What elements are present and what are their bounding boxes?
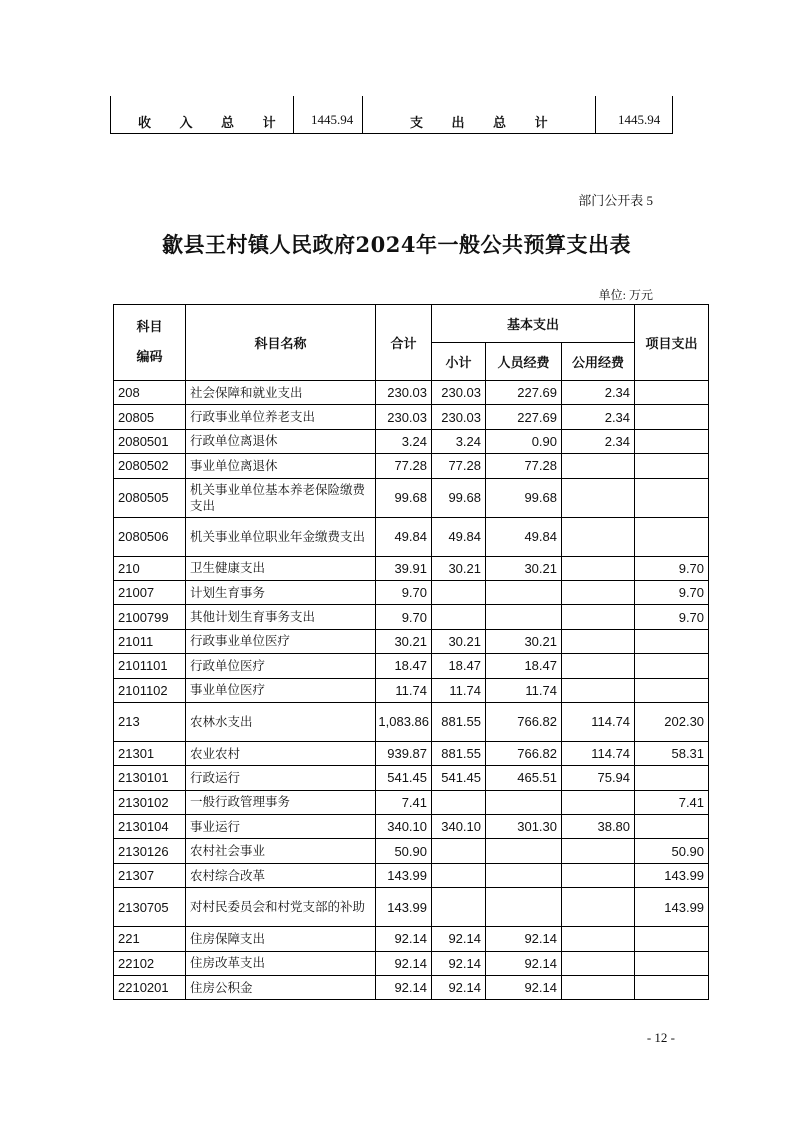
cell-total: 39.91 [376, 556, 432, 580]
cell-name: 一般行政管理事务 [186, 790, 376, 814]
cell-personnel: 92.14 [486, 927, 562, 951]
cell-public [562, 454, 635, 478]
cell-subtotal: 3.24 [432, 429, 486, 453]
cell-public [562, 556, 635, 580]
table-row [114, 815, 709, 839]
cell-public [562, 839, 635, 863]
cell-project [635, 405, 709, 429]
cell-total: 143.99 [376, 888, 432, 927]
cell-project [635, 478, 709, 517]
cell-project: 58.31 [635, 741, 709, 765]
cell-total: 92.14 [376, 976, 432, 1000]
cell-subtotal: 230.03 [432, 405, 486, 429]
expense-total-label: 支 出 总 计 [410, 116, 548, 131]
cell-personnel: 0.90 [486, 429, 562, 453]
cell-personnel [486, 839, 562, 863]
cell-name: 农村综合改革 [186, 863, 376, 887]
cell-project [635, 517, 709, 556]
cell-project: 143.99 [635, 888, 709, 927]
header-total: 合计 [376, 305, 432, 381]
cell-code: 221 [114, 927, 186, 951]
cell-public [562, 654, 635, 678]
cell-public [562, 888, 635, 927]
cell-code: 21011 [114, 629, 186, 653]
cell-personnel: 18.47 [486, 654, 562, 678]
cell-personnel: 11.74 [486, 678, 562, 702]
cell-project: 7.41 [635, 790, 709, 814]
cell-personnel: 766.82 [486, 741, 562, 765]
divider [110, 96, 111, 134]
expense-total-value: 1445.94 [618, 112, 661, 127]
cell-subtotal: 340.10 [432, 815, 486, 839]
cell-public [562, 863, 635, 887]
cell-project [635, 678, 709, 702]
cell-public: 2.34 [562, 381, 635, 405]
cell-personnel: 49.84 [486, 517, 562, 556]
header-code-bottom: 编码 [136, 349, 163, 365]
cell-total: 1,083.86 [376, 702, 432, 741]
cell-name: 行政事业单位养老支出 [186, 405, 376, 429]
cell-public: 2.34 [562, 429, 635, 453]
cell-public: 2.34 [562, 405, 635, 429]
table-row [114, 790, 709, 814]
cell-code: 2101102 [114, 678, 186, 702]
cell-subtotal: 18.47 [432, 654, 486, 678]
cell-project: 9.70 [635, 556, 709, 580]
cell-code: 22102 [114, 951, 186, 975]
cell-total: 3.24 [376, 429, 432, 453]
cell-name: 社会保障和就业支出 [186, 381, 376, 405]
table-row [114, 405, 709, 429]
cell-code: 2080506 [114, 517, 186, 556]
cell-personnel: 77.28 [486, 454, 562, 478]
cell-project [635, 976, 709, 1000]
cell-name: 计划生育事务 [186, 580, 376, 604]
cell-code: 2130101 [114, 766, 186, 790]
cell-code: 2130705 [114, 888, 186, 927]
cell-total: 9.70 [376, 580, 432, 604]
cell-name: 行政单位离退休 [186, 429, 376, 453]
cell-public [562, 580, 635, 604]
cell-name: 其他计划生育事务支出 [186, 605, 376, 629]
cell-personnel: 30.21 [486, 629, 562, 653]
table-row [114, 863, 709, 887]
cell-project [635, 927, 709, 951]
cell-name: 机关事业单位基本养老保险缴费支出 [186, 478, 376, 517]
cell-project [635, 951, 709, 975]
header-project: 项目支出 [635, 305, 709, 381]
cell-public [562, 605, 635, 629]
header-public: 公用经费 [562, 343, 635, 381]
divider [362, 96, 363, 134]
cell-personnel: 465.51 [486, 766, 562, 790]
cell-total: 99.68 [376, 478, 432, 517]
cell-total: 18.47 [376, 654, 432, 678]
cell-name: 行政单位医疗 [186, 654, 376, 678]
table-row [114, 478, 709, 517]
table-row [114, 654, 709, 678]
cell-project [635, 429, 709, 453]
cell-code: 2130102 [114, 790, 186, 814]
budget-table [113, 304, 709, 1000]
header-code [114, 305, 186, 381]
cell-name: 事业单位医疗 [186, 678, 376, 702]
table-row [114, 580, 709, 604]
cell-personnel [486, 863, 562, 887]
income-total-value: 1445.94 [311, 112, 354, 127]
cell-subtotal: 541.45 [432, 766, 486, 790]
table-row [114, 702, 709, 741]
cell-public [562, 976, 635, 1000]
cell-code: 2080505 [114, 478, 186, 517]
cell-total: 9.70 [376, 605, 432, 629]
cell-name: 对村民委员会和村党支部的补助 [186, 888, 376, 927]
cell-public [562, 629, 635, 653]
cell-public [562, 478, 635, 517]
table-row [114, 927, 709, 951]
table-row [114, 741, 709, 765]
cell-code: 2130104 [114, 815, 186, 839]
cell-subtotal: 230.03 [432, 381, 486, 405]
cell-subtotal [432, 888, 486, 927]
cell-personnel [486, 605, 562, 629]
cell-subtotal: 99.68 [432, 478, 486, 517]
cell-total: 77.28 [376, 454, 432, 478]
cell-project [635, 654, 709, 678]
cell-public [562, 678, 635, 702]
cell-total: 230.03 [376, 405, 432, 429]
cell-subtotal: 92.14 [432, 927, 486, 951]
cell-total: 230.03 [376, 381, 432, 405]
cell-name: 住房改革支出 [186, 951, 376, 975]
cell-personnel [486, 790, 562, 814]
cell-personnel: 92.14 [486, 951, 562, 975]
page-title: 歙县王村镇人民政府2024年一般公共预算支出表 [162, 232, 631, 257]
cell-personnel: 92.14 [486, 976, 562, 1000]
cell-code: 21301 [114, 741, 186, 765]
cell-code: 2100799 [114, 605, 186, 629]
cell-total: 92.14 [376, 951, 432, 975]
table-row [114, 888, 709, 927]
cell-subtotal: 49.84 [432, 517, 486, 556]
cell-code: 2080501 [114, 429, 186, 453]
cell-total: 30.21 [376, 629, 432, 653]
cell-subtotal: 92.14 [432, 976, 486, 1000]
cell-code: 2101101 [114, 654, 186, 678]
cell-subtotal [432, 580, 486, 604]
cell-code: 2210201 [114, 976, 186, 1000]
cell-total: 92.14 [376, 927, 432, 951]
table-row [114, 556, 709, 580]
cell-subtotal [432, 839, 486, 863]
table-row [114, 839, 709, 863]
public-table-label: 部门公开表 5 [578, 193, 653, 208]
cell-project [635, 815, 709, 839]
cell-project [635, 766, 709, 790]
cell-project [635, 454, 709, 478]
cell-public: 114.74 [562, 741, 635, 765]
cell-name: 农业农村 [186, 741, 376, 765]
cell-name: 机关事业单位职业年金缴费支出 [186, 517, 376, 556]
cell-subtotal [432, 790, 486, 814]
cell-code: 2080502 [114, 454, 186, 478]
cell-code: 20805 [114, 405, 186, 429]
table-row [114, 951, 709, 975]
cell-code: 2130126 [114, 839, 186, 863]
cell-public [562, 951, 635, 975]
header-name: 科目名称 [186, 305, 376, 381]
divider [293, 96, 294, 134]
divider [110, 133, 673, 134]
cell-code: 21307 [114, 863, 186, 887]
cell-public [562, 790, 635, 814]
cell-personnel [486, 580, 562, 604]
cell-name: 行政事业单位医疗 [186, 629, 376, 653]
cell-subtotal [432, 605, 486, 629]
table-row [114, 766, 709, 790]
income-total-label: 收 入 总 计 [138, 116, 276, 131]
cell-public [562, 927, 635, 951]
table-row [114, 678, 709, 702]
cell-total: 11.74 [376, 678, 432, 702]
cell-name: 事业单位离退休 [186, 454, 376, 478]
cell-code: 208 [114, 381, 186, 405]
cell-code: 210 [114, 556, 186, 580]
cell-name: 行政运行 [186, 766, 376, 790]
table-row [114, 976, 709, 1000]
header-basic: 基本支出 [432, 305, 635, 343]
unit-label: 单位: 万元 [598, 288, 653, 302]
summary-strip [110, 96, 673, 136]
cell-total: 7.41 [376, 790, 432, 814]
cell-personnel [486, 888, 562, 927]
cell-code: 21007 [114, 580, 186, 604]
table-row [114, 454, 709, 478]
table-row [114, 605, 709, 629]
cell-subtotal: 92.14 [432, 951, 486, 975]
divider [595, 96, 596, 134]
cell-name: 农林水支出 [186, 702, 376, 741]
cell-name: 卫生健康支出 [186, 556, 376, 580]
cell-project [635, 629, 709, 653]
cell-total: 541.45 [376, 766, 432, 790]
cell-total: 50.90 [376, 839, 432, 863]
table-row [114, 629, 709, 653]
cell-personnel: 227.69 [486, 381, 562, 405]
cell-name: 农村社会事业 [186, 839, 376, 863]
cell-public: 75.94 [562, 766, 635, 790]
cell-public: 38.80 [562, 815, 635, 839]
cell-project: 9.70 [635, 605, 709, 629]
divider [672, 96, 673, 134]
cell-total: 340.10 [376, 815, 432, 839]
cell-subtotal: 30.21 [432, 629, 486, 653]
cell-total: 939.87 [376, 741, 432, 765]
header-personnel: 人员经费 [486, 343, 562, 381]
table-body [114, 381, 709, 1000]
header-subtotal: 小计 [432, 343, 486, 381]
cell-subtotal: 30.21 [432, 556, 486, 580]
cell-name: 住房保障支出 [186, 927, 376, 951]
cell-code: 213 [114, 702, 186, 741]
table-row [114, 517, 709, 556]
cell-personnel: 30.21 [486, 556, 562, 580]
cell-total: 143.99 [376, 863, 432, 887]
cell-subtotal: 77.28 [432, 454, 486, 478]
cell-public [562, 517, 635, 556]
cell-public: 114.74 [562, 702, 635, 741]
cell-project: 9.70 [635, 580, 709, 604]
cell-project: 143.99 [635, 863, 709, 887]
cell-subtotal: 881.55 [432, 741, 486, 765]
cell-name: 住房公积金 [186, 976, 376, 1000]
cell-subtotal [432, 863, 486, 887]
table-row [114, 381, 709, 405]
cell-project: 50.90 [635, 839, 709, 863]
header-code-top: 科目 [136, 319, 163, 335]
cell-personnel: 766.82 [486, 702, 562, 741]
cell-project: 202.30 [635, 702, 709, 741]
cell-name: 事业运行 [186, 815, 376, 839]
table-row [114, 429, 709, 453]
cell-subtotal: 11.74 [432, 678, 486, 702]
cell-project [635, 381, 709, 405]
cell-subtotal: 881.55 [432, 702, 486, 741]
cell-total: 49.84 [376, 517, 432, 556]
cell-personnel: 99.68 [486, 478, 562, 517]
cell-personnel: 227.69 [486, 405, 562, 429]
page-number: - 12 - [646, 1030, 675, 1045]
cell-personnel: 301.30 [486, 815, 562, 839]
